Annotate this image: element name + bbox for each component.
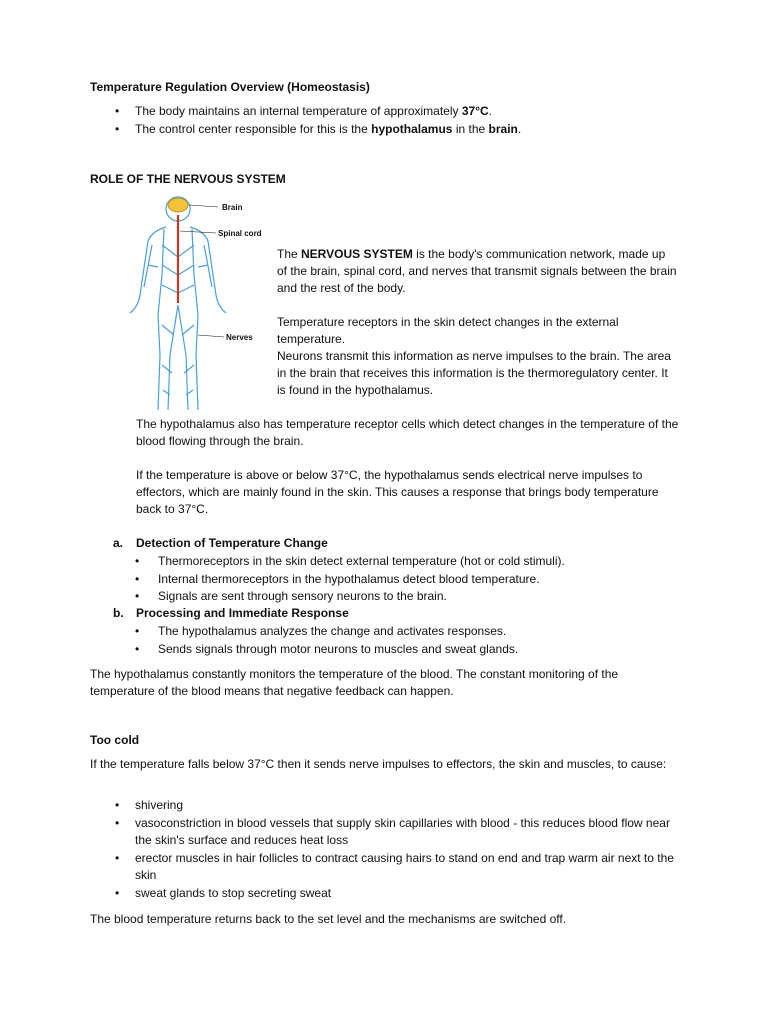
step-b-list bbox=[90, 623, 710, 658]
nervous-paragraph-4: The hypothalamus also has temperature receptor cells which detect changes in the temperature of the blood flowing through the brain. bbox=[136, 417, 679, 448]
list-item bbox=[90, 121, 710, 139]
bullet-glyph: • bbox=[115, 104, 120, 118]
list-item bbox=[90, 850, 680, 885]
text-run: The control center responsible for this is the bbox=[135, 121, 372, 136]
bold-text: 37°C bbox=[461, 104, 489, 118]
inner-legs bbox=[168, 305, 188, 410]
monitor-paragraph: The hypothalamus constantly monitors the temperature of the blood. The constant monitoring of the temperature of the blood means that negative feedback can happen. bbox=[90, 667, 619, 698]
bullet-glyph: • bbox=[115, 798, 120, 812]
step-title: Processing and Immediate Response bbox=[136, 606, 349, 620]
list-item bbox=[90, 588, 710, 606]
nervous-paragraph-1 bbox=[277, 246, 677, 297]
brain-label: Brain bbox=[222, 203, 243, 212]
too-cold-list bbox=[90, 797, 680, 902]
bullet-glyph: • bbox=[135, 624, 140, 638]
list-item bbox=[90, 885, 680, 903]
brain-shape bbox=[168, 198, 188, 212]
list-item-text: Sends signals through motor neurons to muscles and sweat glands. bbox=[158, 641, 519, 656]
list-item-text: erector muscles in hair follicles to contract causing hairs to stand on end and trap warm air next to the skin bbox=[135, 850, 674, 882]
nervous-paragraph-5: If the temperature is above or below 37°C, the hypothalamus sends electrical nerve impulses to effectors, which are mainly found in the skin. This causes a response that brings body temperature back to 37°C. bbox=[136, 468, 659, 516]
text-run: . bbox=[488, 104, 492, 118]
step-letter: a. bbox=[113, 536, 124, 550]
bullet-glyph: • bbox=[135, 589, 140, 603]
list-item bbox=[90, 815, 680, 850]
text-run: The bbox=[277, 247, 302, 261]
bullet-glyph: • bbox=[135, 571, 140, 586]
text-run: is the body's communication network, made up of the brain, spinal cord, and nerves that transmit signals between the brain and the rest of the body. bbox=[277, 247, 677, 295]
list-item-text: Thermoreceptors in the skin detect external temperature (hot or cold stimuli). bbox=[158, 554, 565, 568]
overview-list bbox=[90, 103, 710, 138]
list-item-text: Signals are sent through sensory neurons to the brain. bbox=[158, 589, 447, 603]
list-item bbox=[90, 641, 710, 659]
list-item-text: shivering bbox=[135, 798, 184, 812]
bullet-glyph: • bbox=[115, 850, 120, 865]
body-figure-svg bbox=[118, 195, 278, 417]
bullet-glyph: • bbox=[115, 885, 120, 900]
list-item bbox=[90, 103, 710, 121]
bold-text: hypothalamus bbox=[371, 121, 453, 136]
list-item bbox=[90, 623, 710, 641]
too-cold-intro: If the temperature falls below 37°C then it sends nerve impulses to effectors, the skin and muscles, to cause: bbox=[90, 757, 667, 771]
overview-heading: Temperature Regulation Overview (Homeostasis) bbox=[90, 80, 370, 94]
spinal-cord-label: Spinal cord bbox=[218, 229, 262, 238]
bullet-glyph: • bbox=[135, 554, 140, 568]
text-run: in the bbox=[452, 121, 489, 136]
too-cold-closing: The blood temperature returns back to the set level and the mechanisms are switched off. bbox=[90, 912, 567, 926]
bullet-glyph: • bbox=[135, 641, 140, 656]
bold-text: NERVOUS SYSTEM bbox=[301, 247, 413, 261]
list-item bbox=[90, 571, 710, 589]
too-cold-heading: Too cold bbox=[90, 733, 140, 747]
step-b-heading bbox=[113, 605, 349, 622]
nervous-heading: ROLE OF THE NERVOUS SYSTEM bbox=[90, 172, 286, 186]
list-item-text: The hypothalamus analyzes the change and activates responses. bbox=[158, 624, 507, 638]
list-item bbox=[90, 553, 710, 571]
nervous-system-diagram bbox=[118, 195, 278, 417]
step-a-heading bbox=[113, 535, 328, 552]
bold-text: brain bbox=[488, 121, 518, 136]
list-item-text: Internal thermoreceptors in the hypothalamus detect blood temperature. bbox=[158, 571, 540, 586]
bullet-glyph: • bbox=[115, 815, 120, 830]
step-title: Detection of Temperature Change bbox=[136, 536, 328, 550]
text-run: The body maintains an internal temperature of approximately bbox=[135, 104, 462, 118]
nerves-label: Nerves bbox=[226, 333, 253, 342]
leg-nerves bbox=[162, 325, 194, 395]
list-item bbox=[90, 797, 680, 815]
list-item-text: sweat glands to stop secreting sweat bbox=[135, 885, 332, 900]
list-item-text: vasoconstriction in blood vessels that supply skin capillaries with blood - this reduces blood flow near the skin's surface and reduces heat loss bbox=[135, 815, 670, 847]
bullet-glyph: • bbox=[115, 121, 120, 136]
step-a-list bbox=[90, 553, 710, 606]
step-letter: b. bbox=[113, 606, 124, 620]
text-run: . bbox=[517, 121, 522, 136]
nervous-paragraph-3: Neurons transmit this information as nerve impulses to the brain. The area in the brain that receives this information is the thermoregulatory center. It is found in the hypothalamus. bbox=[277, 349, 671, 397]
nervous-paragraph-2: Temperature receptors in the skin detect changes in the external temperature. bbox=[277, 315, 619, 346]
